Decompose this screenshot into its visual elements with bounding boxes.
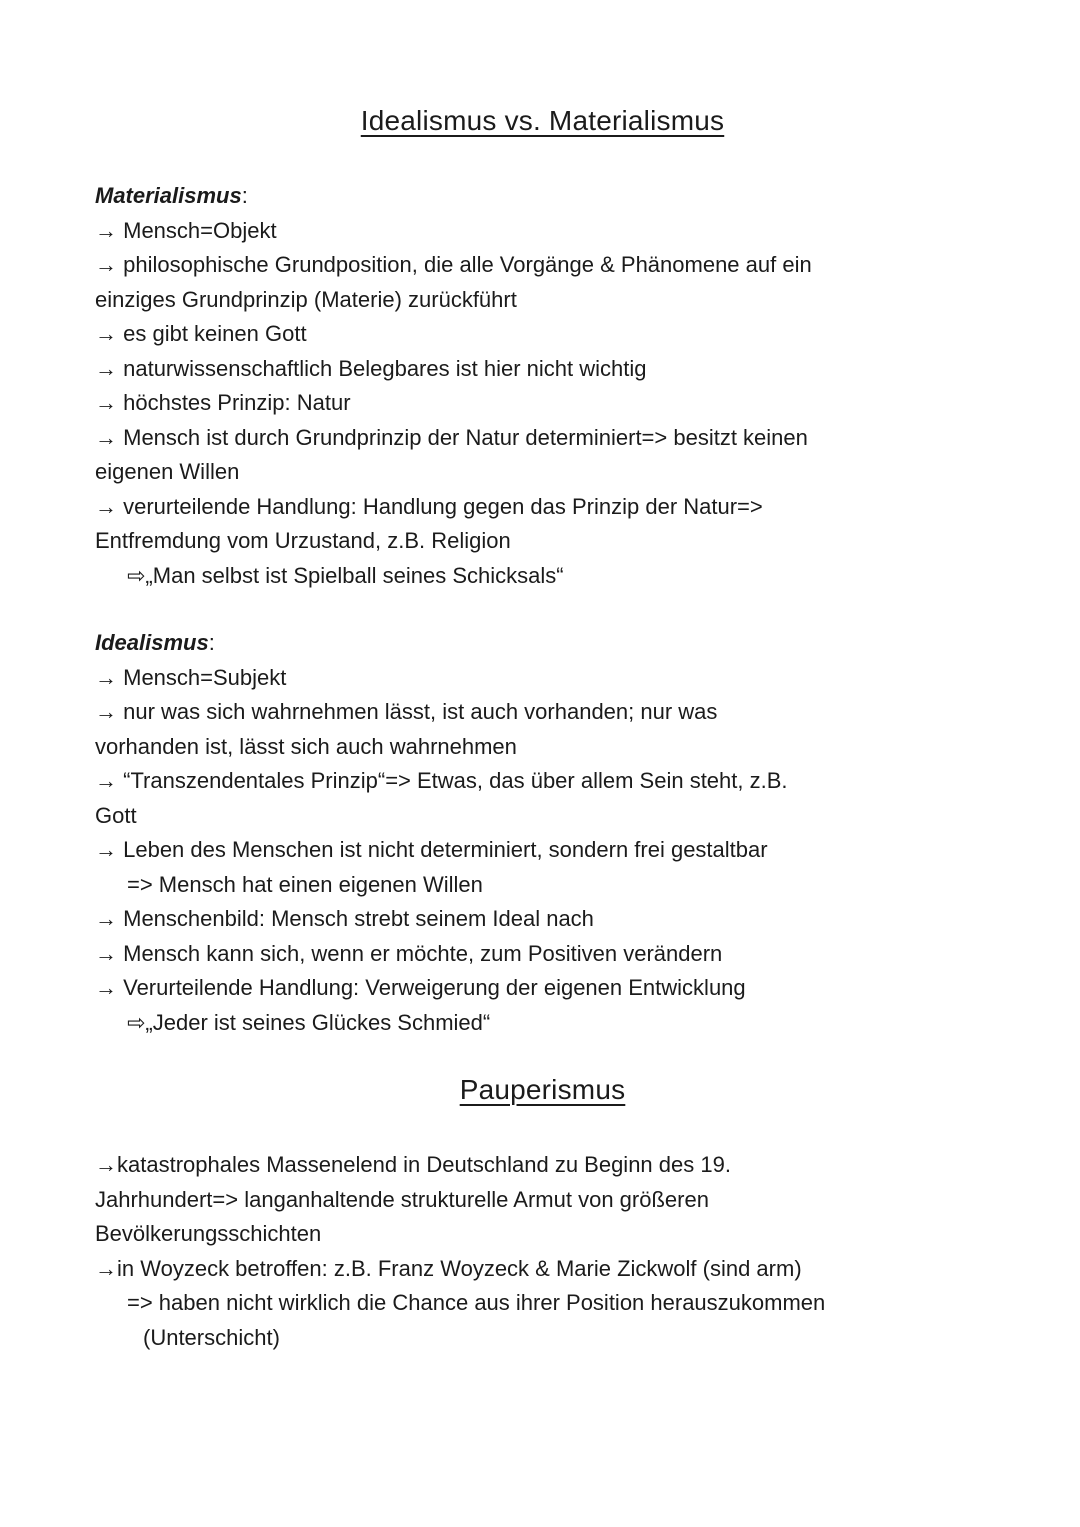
text-line: → Verurteilende Handlung: Verweigerung der eigenen Entwicklung bbox=[95, 975, 746, 1000]
text-line: →katastrophales Massenelend in Deutschland zu Beginn des 19. bbox=[95, 1152, 731, 1177]
text-line: → nur was sich wahrnehmen lässt, ist auch vorhanden; nur was bbox=[95, 699, 718, 724]
text-line: → “Transzendentales Prinzip“=> Etwas, das über allem Sein steht, z.B. bbox=[95, 768, 788, 793]
text-line: → es gibt keinen Gott bbox=[95, 321, 307, 346]
text-line: eigenen Willen bbox=[95, 459, 240, 484]
bullet-group bbox=[95, 1148, 990, 1355]
text-line: ⇨„Man selbst ist Spielball seines Schicksals“ bbox=[127, 562, 564, 588]
group-heading-colon: : bbox=[208, 630, 215, 655]
text-line: Jahrhundert=> langanhaltende strukturelle Armut von größeren bbox=[95, 1186, 709, 1212]
text-line: Bevölkerungsschichten bbox=[95, 1221, 322, 1246]
text-line: → Leben des Menschen ist nicht determiniert, sondern frei gestaltbar bbox=[95, 837, 768, 862]
text-line: → höchstes Prinzip: Natur bbox=[95, 390, 351, 415]
section-title: Pauperismus bbox=[459, 1074, 626, 1105]
text-line: (Unterschicht) bbox=[143, 1324, 280, 1350]
text-line: → Mensch ist durch Grundprinzip der Natur determiniert=> besitzt keinen bbox=[95, 424, 808, 450]
text-line: Entfremdung vom Urzustand, z.B. Religion bbox=[95, 528, 511, 553]
text-line: →in Woyzeck betroffen: z.B. Franz Woyzeck & Marie Zickwolf (sind arm) bbox=[95, 1255, 802, 1281]
text-line: → verurteilende Handlung: Handlung gegen das Prinzip der Natur=> bbox=[95, 493, 763, 519]
text-line: → Mensch kann sich, wenn er möchte, zum Positiven verändern bbox=[95, 940, 723, 966]
document-section bbox=[95, 1072, 990, 1355]
text-line: einziges Grundprinzip (Materie) zurückführt bbox=[95, 286, 517, 312]
group-heading-word: Materialismus bbox=[95, 183, 242, 208]
bullet-group bbox=[95, 179, 990, 593]
group-heading bbox=[95, 179, 990, 214]
text-line: ⇨„Jeder ist seines Glückes Schmied“ bbox=[127, 1009, 491, 1035]
text-line: → Menschenbild: Mensch strebt seinem Ideal nach bbox=[95, 906, 594, 931]
text-line: → philosophische Grundposition, die alle Vorgänge & Phänomene auf ein bbox=[95, 252, 812, 277]
group-lines bbox=[95, 1148, 990, 1355]
text-line: => Mensch hat einen eigenen Willen bbox=[127, 871, 483, 897]
group-heading-word: Idealismus bbox=[95, 630, 209, 655]
section-groups bbox=[95, 1148, 990, 1355]
section-title: Idealismus vs. Materialismus bbox=[360, 105, 725, 136]
text-line: Gott bbox=[95, 802, 137, 828]
group-heading-colon: : bbox=[241, 183, 248, 208]
section-groups bbox=[95, 179, 990, 1040]
bullet-group bbox=[95, 626, 990, 1040]
group-lines bbox=[95, 214, 990, 594]
text-line: → Mensch=Subjekt bbox=[95, 664, 287, 690]
text-line: → Mensch=Objekt bbox=[95, 217, 277, 243]
group-heading bbox=[95, 626, 990, 661]
group-lines bbox=[95, 661, 990, 1041]
text-line: vorhanden ist, lässt sich auch wahrnehmen bbox=[95, 733, 517, 759]
text-line: => haben nicht wirklich die Chance aus ihrer Position herauszukommen bbox=[127, 1290, 826, 1315]
text-line: → naturwissenschaftlich Belegbares ist hier nicht wichtig bbox=[95, 355, 647, 381]
document-section bbox=[95, 103, 990, 1040]
